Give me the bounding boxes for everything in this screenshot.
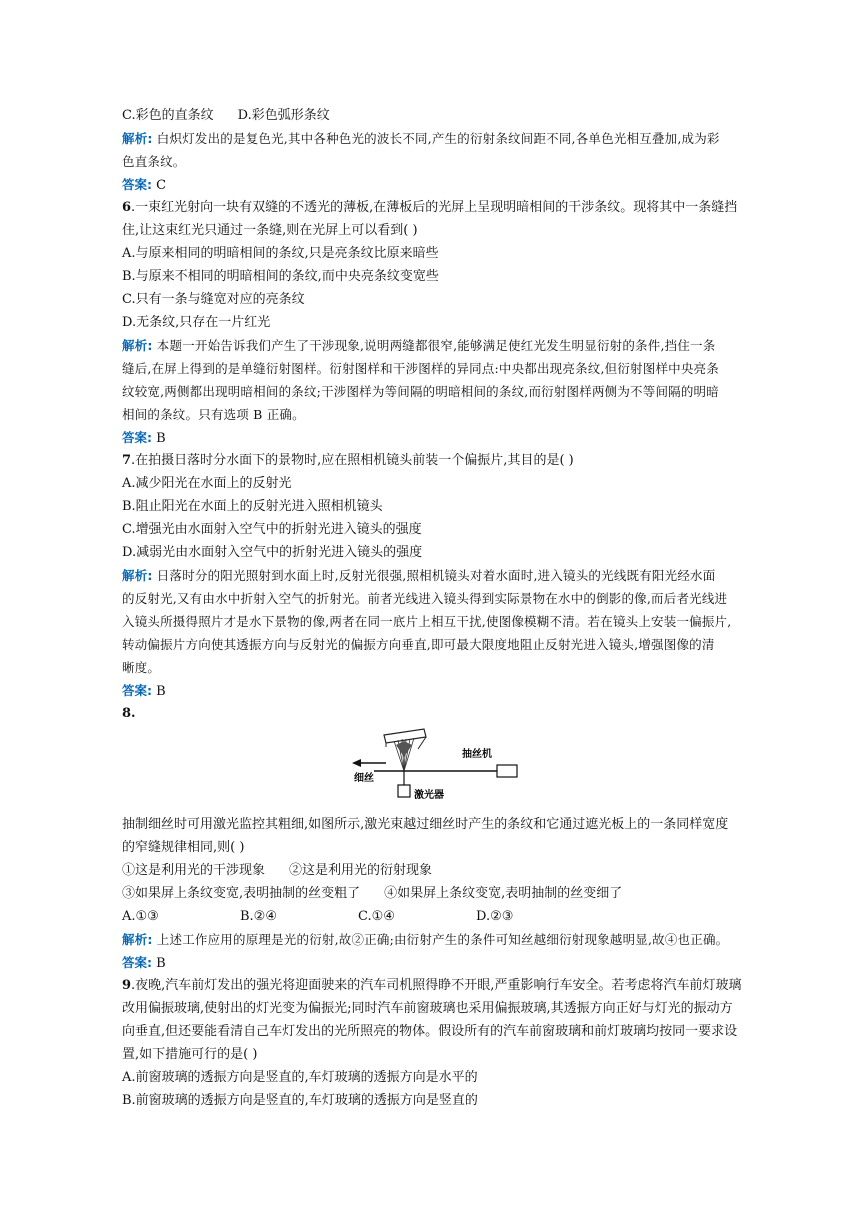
q8-answer-value: B <box>156 956 166 971</box>
q7-solution-text-1: 日落时分的阳光照射到水面上时,反射光很强,照相机镜头对着水面时,进入镜头的光线既有阳光经水面 <box>156 568 716 583</box>
q6-stem-line-2: 住,让这束红光只通过一条缝,则在光屏上可以看到( ) <box>122 223 418 238</box>
q9-stem-line-3: 向垂直,但还要能看清自己车灯发出的光所照亮的物体。假设所有的汽车前窗玻璃和前灯玻璃均按同一要求设 <box>122 1024 738 1039</box>
q7-answer-value: B <box>156 684 166 699</box>
q6-solution-line-2: 缝后,在屏上得到的是单缝衍射图样。衍射图样和干涉图样的异同点:中央都出现亮条纹,但衍射图样中央亮条 <box>122 361 719 376</box>
wire-laser-diagram <box>352 727 552 807</box>
q6-solution-line-1 <box>122 334 744 357</box>
q6-option-b[interactable]: B.与原来不相同的明暗相间的条纹,而中央亮条纹变宽些 <box>122 269 439 284</box>
label-puller: 抽丝机 <box>462 749 492 760</box>
q7-solution-line-5: 晰度。 <box>122 660 161 675</box>
q9-stem-line-4: 置,如下措施可行的是( ) <box>122 1047 258 1062</box>
label-laser: 激光器 <box>414 790 444 801</box>
q8-statements-34 <box>122 882 744 905</box>
q8-solution-label: 解析: <box>122 932 153 947</box>
q6-stem-text-1: .一束红光射向一块有双缝的不透光的薄板,在薄板后的光屏上呈现明暗相间的干涉条纹。现将其中一条缝挡 <box>131 200 738 215</box>
q8-stem-line-1: 抽制细丝时可用激光监控其粗细,如图所示,激光束越过细丝时产生的条纹和它通过遮光板上的一条同样宽度 <box>122 817 729 832</box>
q9-number: 9 <box>122 978 132 993</box>
q9-stem-line-2: 改用偏振玻璃,使射出的灯光变为偏振光;同时汽车前窗玻璃也采用偏振玻璃,其透振方向正好与灯光的振动方 <box>122 1001 733 1016</box>
q8-statements-12 <box>122 859 744 882</box>
q5-options-cd <box>122 104 744 127</box>
q8-options <box>122 905 744 928</box>
q6-answer-value: B <box>156 431 166 446</box>
q7-solution-line-1 <box>122 564 744 587</box>
q8-statement-2: ②这是利用光的衍射现象 <box>289 863 433 878</box>
q8-number: 8 <box>122 706 132 721</box>
q8-solution-line-1 <box>122 928 744 951</box>
q8-option-c[interactable]: C.①④ <box>358 909 395 924</box>
laser-box <box>398 785 410 797</box>
q5-solution-line-1 <box>122 127 744 150</box>
q8-answer-label: 答案: <box>122 955 152 970</box>
q8-statement-3: ③如果屏上条纹变宽,表明抽制的丝变粗了 <box>122 886 361 901</box>
q7-solution-line-2: 的反射光,又有由水中折射入空气的折射光。前者光线进入镜头得到实际景物在水中的倒影的像,而后者光线进 <box>122 591 728 606</box>
q7-stem-text: .在拍摄日落时分水面下的景物时,应在照相机镜头前装一个偏振片,其目的是( ) <box>131 453 574 468</box>
arrow-left-icon <box>352 759 386 767</box>
q8-number-suffix: . <box>131 706 136 721</box>
q5-solution-label: 解析: <box>122 131 153 146</box>
q7-answer <box>122 679 744 702</box>
q7-solution-line-3: 入镜头所摄得照片才是水下景物的像,两者在同一底片上相互干扰,使图像模糊不清。若在镜头上安装一偏振片, <box>122 614 732 629</box>
puller-box <box>497 765 517 777</box>
document-page <box>122 104 744 1112</box>
q9-option-b[interactable]: B.前窗玻璃的透振方向是竖直的,车灯玻璃的透振方向是竖直的 <box>122 1093 478 1108</box>
q5-option-d[interactable]: D.彩色弧形条纹 <box>237 108 330 123</box>
q5-answer-value: C <box>156 178 167 193</box>
q5-answer <box>122 173 744 196</box>
q8-solution-text-1: 上述工作应用的原理是光的衍射,故②正确;由衍射产生的条件可知丝越细衍射现象越明显,故④也正确。 <box>156 932 729 947</box>
q7-option-c[interactable]: C.增强光由水面射入空气中的折射光进入镜头的强度 <box>122 522 422 537</box>
q9-option-a[interactable]: A.前窗玻璃的透振方向是竖直的,车灯玻璃的透振方向是水平的 <box>122 1070 478 1085</box>
q6-solution-line-4: 相间的条纹。只有选项 B 正确。 <box>122 407 305 422</box>
q5-answer-label: 答案: <box>122 177 152 192</box>
diffraction-lines <box>394 738 414 771</box>
q6-solution-line-3: 纹较宽,两侧都出现明暗相间的条纹;干涉图样为等间隔的明暗相间的条纹,而衍射图样两侧为不等间隔的明暗 <box>122 384 719 399</box>
q5-solution-text-1: 白炽灯发出的是复色光,其中各种色光的波长不同,产生的衍射条纹间距不同,各单色光相互叠加,成为彩 <box>156 131 720 146</box>
q6-number: 6 <box>122 200 132 215</box>
q9-stem-text-1: .夜晚,汽车前灯发出的强光将迎面驶来的汽车司机照得睁不开眼,严重影响行车安全。若考虑将汽车前灯玻璃 <box>131 978 742 993</box>
q6-option-a[interactable]: A.与原来相同的明暗相间的条纹,只是亮条纹比原来暗些 <box>122 246 439 261</box>
q6-answer-label: 答案: <box>122 430 152 445</box>
q6-solution-label: 解析: <box>122 338 153 353</box>
q7-solution-label: 解析: <box>122 568 153 583</box>
q7-option-b[interactable]: B.阻止阳光在水面上的反射光进入照相机镜头 <box>122 499 383 514</box>
q7-option-a[interactable]: A.减少阳光在水面上的反射光 <box>122 476 292 491</box>
q6-answer <box>122 426 744 449</box>
q8-answer <box>122 951 744 974</box>
q6-option-d[interactable]: D.无条纹,只存在一片红光 <box>122 315 271 330</box>
q8-figure <box>122 727 744 807</box>
q8-option-b[interactable]: B.②④ <box>240 909 277 924</box>
q8-stem-line-2: 的窄缝规律相同,则( ) <box>122 840 245 855</box>
q9-stem-line-1 <box>122 974 744 997</box>
q7-number: 7 <box>122 453 132 468</box>
q8-option-a[interactable]: A.①③ <box>122 909 159 924</box>
q7-solution-line-4: 转动偏振片方向使其透振方向与反射光的偏振方向垂直,即可最大限度地阻止反射光进入镜头,增强图像的清 <box>122 637 715 652</box>
q7-option-d[interactable]: D.减弱光由水面射入空气中的折射光进入镜头的强度 <box>122 545 423 560</box>
q8-statement-1: ①这是利用光的干涉现象 <box>122 863 266 878</box>
label-wire: 细丝 <box>354 773 374 784</box>
q6-stem-line-1 <box>122 196 744 219</box>
q7-answer-label: 答案: <box>122 683 152 698</box>
q6-solution-text-1: 本题一开始告诉我们产生了干涉现象,说明两缝都很窄,能够满足使红光发生明显衍射的条件,挡住一条 <box>156 338 716 353</box>
q5-solution-line-2: 色直条纹。 <box>122 154 186 169</box>
q7-stem <box>122 449 744 472</box>
q6-option-c[interactable]: C.只有一条与缝宽对应的亮条纹 <box>122 292 305 307</box>
q8-statement-4: ④如果屏上条纹变宽,表明抽制的丝变细了 <box>384 886 623 901</box>
q5-option-c[interactable]: C.彩色的直条纹 <box>122 108 214 123</box>
q8-option-d[interactable]: D.②③ <box>476 909 514 924</box>
q8-number-line <box>122 702 744 725</box>
